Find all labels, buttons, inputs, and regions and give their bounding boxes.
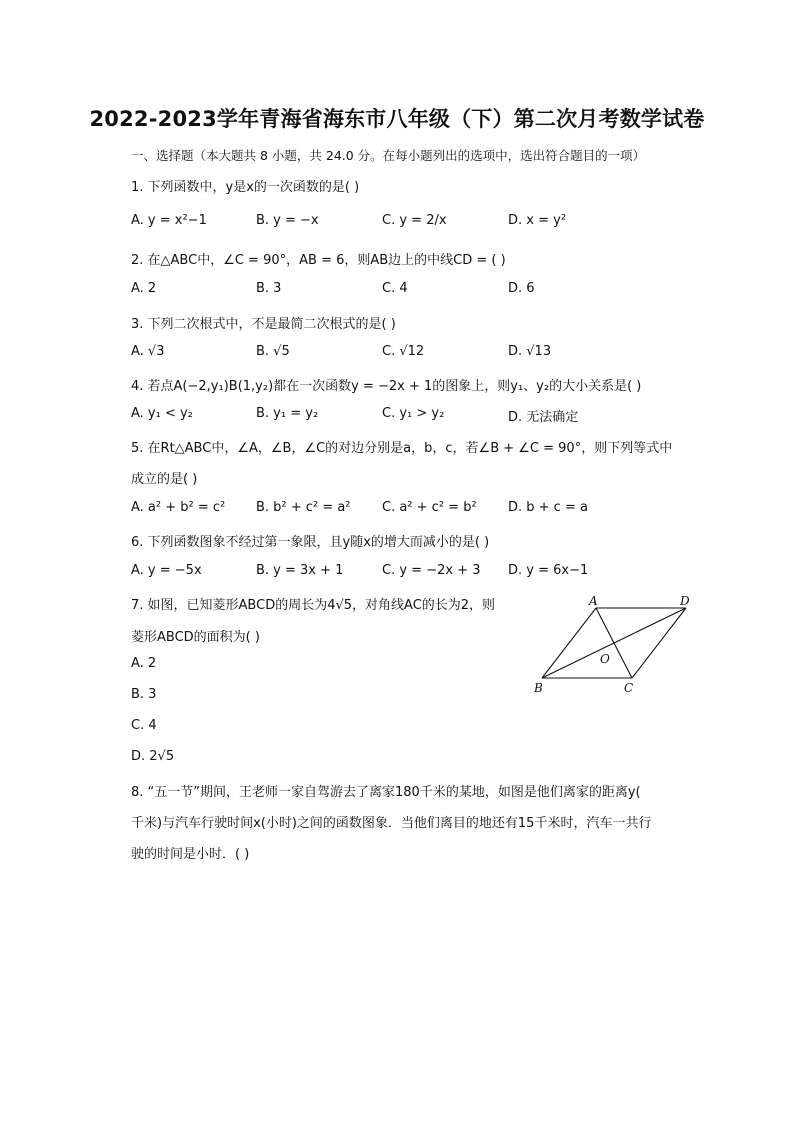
side-cd bbox=[632, 608, 686, 678]
question-4-option-c: C. y₁ > y₂ bbox=[382, 406, 445, 421]
question-3-stem: 3. 下列二次根式中，不是最简二次根式的是( ) bbox=[131, 317, 396, 332]
question-6-option-c: C. y = −2x + 3 bbox=[382, 563, 481, 578]
diagonal-bd bbox=[542, 608, 686, 678]
question-7-option-a: A. 2 bbox=[131, 656, 157, 671]
question-8-stem-line-2: 千米)与汽车行驶时间x(小时)之间的函数图象．当他们离目的地还有15千米时，汽车一共行 bbox=[131, 816, 652, 831]
question-6-option-b: B. y = 3x + 1 bbox=[256, 563, 344, 578]
question-4-option-d: D. 无法确定 bbox=[508, 410, 579, 425]
page-title: 2022-2023学年青海省海东市八年级（下）第二次月考数学试卷 bbox=[89, 107, 705, 131]
question-7-stem: 7. 如图，已知菱形ABCD的周长为4√5，对角线AC的长为2，则 bbox=[131, 598, 496, 613]
question-2-option-c: C. 4 bbox=[382, 281, 408, 296]
center-label-o: O bbox=[600, 652, 610, 666]
question-2-option-d: D. 6 bbox=[508, 281, 535, 296]
vertex-label-a: A bbox=[589, 594, 598, 608]
section-heading: 一、选择题（本大题共 8 小题，共 24.0 分。在每小题列出的选项中，选出符合题目的一项） bbox=[131, 148, 646, 163]
question-1-option-c: C. y = 2/x bbox=[382, 213, 447, 228]
question-7-stem-line-2: 菱形ABCD的面积为( ) bbox=[131, 630, 260, 645]
question-8-stem-line-3: 驶的时间是小时．( ) bbox=[131, 847, 250, 862]
question-6-option-d: D. y = 6x−1 bbox=[508, 563, 589, 578]
question-4-option-a: A. y₁ < y₂ bbox=[131, 406, 193, 421]
question-2-option-a: A. 2 bbox=[131, 281, 157, 296]
vertex-label-d: D bbox=[680, 594, 690, 608]
question-5-option-d: D. b + c = a bbox=[508, 500, 588, 515]
question-1-stem: 1. 下列函数中，y是x的一次函数的是( ) bbox=[131, 180, 360, 195]
question-3-option-a: A. √3 bbox=[131, 344, 165, 359]
question-6-option-a: A. y = −5x bbox=[131, 563, 202, 578]
question-1-option-d: D. x = y² bbox=[508, 213, 567, 228]
rhombus-figure bbox=[528, 590, 698, 700]
question-5-option-a: A. a² + b² = c² bbox=[131, 500, 226, 515]
question-3-option-c: C. √12 bbox=[382, 344, 425, 359]
question-5-stem: 5. 在Rt△ABC中，∠A，∠B，∠C的对边分别是a，b，c，若∠B + ∠C = 90°，则下列等式中 bbox=[131, 441, 673, 456]
question-4-option-b: B. y₁ = y₂ bbox=[256, 406, 319, 421]
question-7-option-b: B. 3 bbox=[131, 687, 157, 702]
question-3-option-d: D. √13 bbox=[508, 344, 552, 359]
question-5-option-c: C. a² + c² = b² bbox=[382, 500, 477, 515]
question-8-stem: 8. “五一节”期间，王老师一家自驾游去了离家180千米的某地，如图是他们离家的距离y( bbox=[131, 785, 641, 800]
question-6-stem: 6. 下列函数图象不经过第一象限，且y随x的增大而减小的是( ) bbox=[131, 535, 490, 550]
side-ab bbox=[542, 608, 596, 678]
question-7-option-c: C. 4 bbox=[131, 718, 157, 733]
vertex-label-c: C bbox=[624, 681, 634, 695]
vertex-label-b: B bbox=[534, 681, 543, 695]
question-1-option-a: A. y = x²−1 bbox=[131, 213, 207, 228]
question-4-stem: 4. 若点A(−2,y₁)B(1,y₂)都在一次函数y = −2x + 1的图象上，则y₁、y₂的大小关系是( ) bbox=[131, 379, 642, 394]
question-1-option-b: B. y = −x bbox=[256, 213, 319, 228]
question-3-option-b: B. √5 bbox=[256, 344, 290, 359]
question-2-stem: 2. 在△ABC中，∠C = 90°，AB = 6，则AB边上的中线CD = ( ) bbox=[131, 253, 506, 268]
question-7-option-d: D. 2√5 bbox=[131, 749, 175, 764]
question-2-option-b: B. 3 bbox=[256, 281, 282, 296]
question-5-option-b: B. b² + c² = a² bbox=[256, 500, 351, 515]
question-5-stem-line-2: 成立的是( ) bbox=[131, 472, 198, 487]
